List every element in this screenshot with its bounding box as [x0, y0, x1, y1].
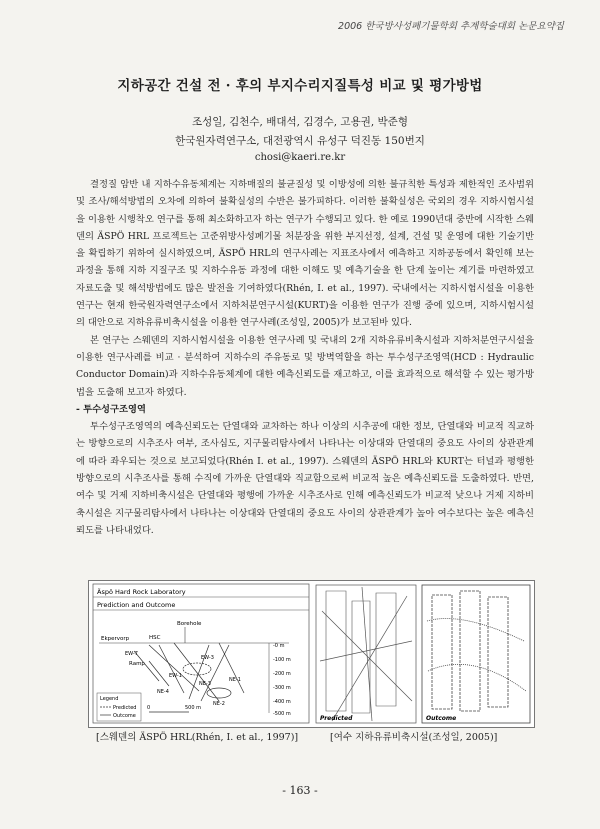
paragraph-1: 결정질 암반 내 지하수유동체계는 지하매질의 불균질성 및 이방성에 의한 불규칙한 특성과 제한적인 조사범위 및 조사/해석방법의 오차에 의하여 불확실성의 수반은 불가피하다. 이러한 불확실성은 국외의 경우 지하시험시설을 이용한 시행착오 연구를 통해 최소화하고자 하는 연구가 수행되고 있다. 한 예로 1990년대 중반에 시작한 스웨덴의 ÄSPÖ HRL 프로젝트는 고준위방사성폐기물 처분장을 위한 부지선정, 설계, 건설 및 운영에 대한 기술기반을 확립하기 위하여 실시하였으며, ÄSPÖ HRL의 연구사례는 지표조사에서 예측하고 지하공동에서 확인해 보는 과정을 통해 지하 지질구조 및 지하수유동 과정에 대한 이해도 및 예측기술을 한 단계 높이는 계기를 마련하였고 자료도출 및 해석방법에도 많은 발전을 기여하였다(Rhén, I. et al., 1997). 국내에서는 지하시험시설을 이용한 연구는 현재 한국원자력연구소에서 지하처분연구시설(KURT)을 이용한 연구가 진행 중에 있으며, 지하시험시설의 대안으로 지하유류비축시설을 이용한 연구사례(조성일, 2005)가 보고된바 있다. [76, 179, 534, 329]
figure-2-caption: [여수 지하유류비축시설(조성일, 2005)] [330, 732, 498, 743]
fig1-label-ramp: Ramp [129, 661, 145, 667]
figure-aspo-hrl [88, 580, 314, 728]
proceedings-header: 2006 한국방사성폐기물학회 추계학술대회 논문요약집 [338, 21, 564, 32]
fig1-depth-200: -200 m [273, 671, 291, 677]
subheading: - 투수성구조영역 [76, 403, 146, 415]
fig1-borehole-label: Borehole [177, 621, 202, 627]
fig1-legend-title: Legend [100, 696, 119, 702]
contact-email: chosi@kaeri.re.kr [254, 152, 346, 163]
figure-1-caption: [스웨덴의 ÄSPÖ HRL(Rhén, I. et al., 1997)] [96, 732, 299, 743]
fig1-zone-ew1: EW-1 [169, 673, 182, 679]
author-list: 조성일, 김천수, 배대석, 김경수, 고용권, 박준형 [192, 116, 408, 128]
fig1-title-2: Prediction and Outcome [97, 601, 176, 609]
affiliation: 한국원자력연구소, 대전광역시 유성구 덕진동 150번지 [175, 135, 425, 147]
fig1-zone-ne2: NE-2 [213, 701, 225, 707]
fig1-zone-ne1: NE-1 [229, 677, 241, 683]
abstract-body [76, 176, 534, 539]
fig1-legend-predicted: Predicted [113, 705, 137, 711]
paragraph-2: 본 연구는 스웨덴의 지하시험시설을 이용한 연구사례 및 국내의 2개 지하유류비축시설과 지하처분연구시설을 이용한 연구사례를 비교 · 분석하여 지하수의 주유동로 및 방벽역할을 하는 투수성구조영역(HCD : Hydraulic Conductor Domain)과 지하수유동체계에 대한 예측신뢰도를 재고하고, 이를 효과적으로 해석할 수 있는 평가방법을 도출해 보고자 하였다. [76, 334, 534, 398]
fig1-zone-ne3: NE-3 [199, 681, 211, 687]
fig2-outcome-label: Outcome [426, 715, 457, 722]
fig1-legend-outcome: Outcome [113, 713, 136, 719]
fig1-depth-500: -500 m [273, 711, 291, 717]
fig1-depth-100: -100 m [273, 657, 291, 663]
paragraph-3: 투수성구조영역의 예측신뢰도는 단열대와 교차하는 하나 이상의 시추공에 대한 정보, 단열대와 비교적 직교하는 방향으로의 시추조사 여부, 조사심도, 지구물리탐사에서 나타나는 이상대와 단열대의 중요도 사이의 상관관계에 따라 좌우되는 것으로 보고되었다(Rhén I. et al., 1997). 스웨덴의 ÄSPÖ HRL와 KURT는 터널과 평행한 방향으로의 시추조사를 통해 수직에 가까운 단열대와 직교함으로써 비교적 높은 예측신뢰도를 도출하였다. 반면, 여수 및 거제 지하비축시설은 단열대와 평행에 가까운 시추조사로 인해 예측신뢰도가 비교적 낮으나 거제 지하비축시설은 지구물리탐사에서 나타나는 이상대와 단열대의 중요도 사이의 상관관계가 높아 여수보다는 높은 예측신뢰도를 나타내었다. [76, 421, 534, 536]
page-number: - 163 - [282, 784, 318, 797]
fig1-depth-300: -300 m [273, 685, 291, 691]
fig1-scale-0: 0 [147, 705, 151, 711]
fig1-scale-500: 500 m [185, 705, 202, 711]
fig1-depth-400: -400 m [273, 699, 291, 705]
fig1-label-ekp: Ekpervorp [101, 636, 130, 642]
fig1-zone-ew7: EW-7 [125, 651, 138, 657]
fig1-title-1: Äspö Hard Rock Laboratory [97, 588, 186, 596]
yeosu-diagram [312, 581, 534, 727]
paper-title: 지하공간 건설 전 · 후의 부지수리지질특성 비교 및 평가방법 [117, 78, 483, 94]
fig2-predicted-label: Predicted [320, 715, 353, 722]
aspo-diagram [89, 581, 313, 727]
fig1-zone-ne4: NE-4 [157, 689, 169, 695]
figure-yeosu-facility [312, 580, 535, 728]
fig1-depth-0: -0 m [273, 643, 285, 649]
fig1-zone-ew3: EW-3 [201, 655, 214, 661]
fig1-label-hsc: HSC [149, 635, 161, 641]
